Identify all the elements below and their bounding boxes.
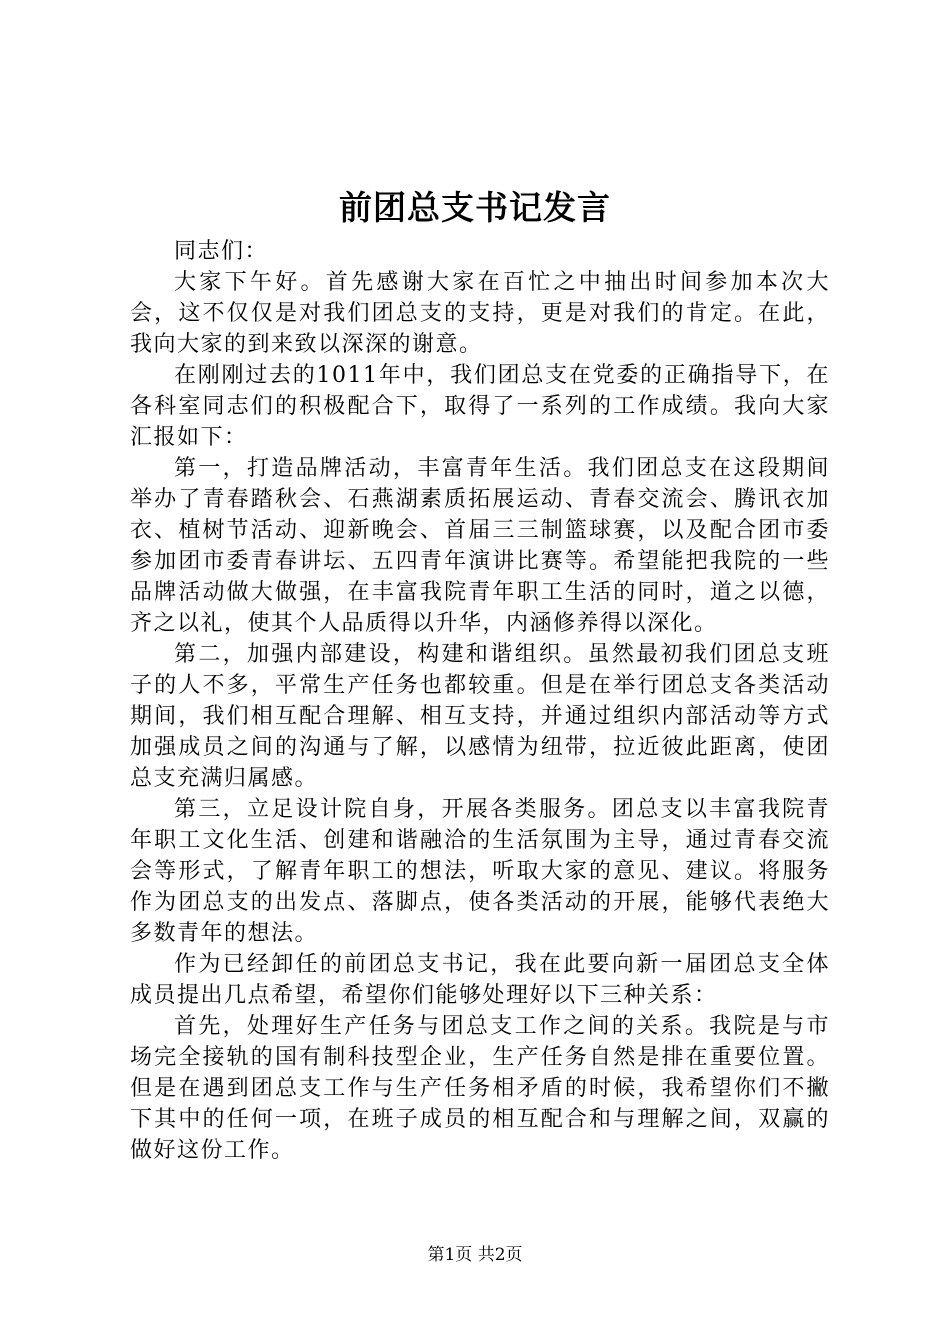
paragraph-hopes-intro: 作为已经卸任的前团总支书记，我在此要向新一届团总支全体成员提出几点希望，希望你们能够处理好以下三种关系： (130, 952, 830, 1008)
paragraph-second-point: 第二，加强内部建设，构建和谐组织。虽然最初我们团总支班子的人不多，平常生产任务也都较重。但是在举行团总支各类活动期间，我们相互配合理解、相互支持，并通过组织内部活动等方式加强成员之间的沟通与了解，以感情为纽带，拉近彼此距离，使团总支充满归属感。 (130, 642, 830, 791)
salutation: 同志们： (174, 239, 269, 264)
paragraph-greeting: 大家下午好。首先感谢大家在百忙之中抽出时间参加本次大会，这不仅仅是对我们团总支的支持，更是对我们的肯定。在此，我向大家的到来致以深深的谢意。 (130, 270, 830, 357)
document-body (130, 236, 830, 1166)
paragraph-first-relation: 首先，处理好生产任务与团总支工作之间的关系。我院是与市场完全接轨的国有制科技型企业，生产任务自然是排在重要位置。但是在遇到团总支工作与生产任务相矛盾的时候，我希望你们不撇下其中的任何一项，在班子成员的相互配合和与理解之间，双赢的做好这份工作。 (130, 1014, 830, 1163)
paragraph-first-point: 第一，打造品牌活动，丰富青年生活。我们团总支在这段期间举办了青春踏秋会、石燕湖素质拓展运动、青春交流会、腾讯衣加衣、植树节活动、迎新晚会、首届三三制篮球赛，以及配合团市委参加团市委青春讲坛、五四青年演讲比赛等。希望能把我院的一些品牌活动做大做强，在丰富我院青年职工生活的同时，道之以德，齐之以礼，使其个人品质得以升华，内涵修养得以深化。 (130, 456, 830, 636)
document-title: 前团总支书记发言 (339, 188, 611, 227)
paragraph-third-point: 第三，立足设计院自身，开展各类服务。团总支以丰富我院青年职工文化生活、创建和谐融洽的生活氛围为主导，通过青春交流会等形式，了解青年职工的想法，听取大家的意见、建议。将服务作为团总支的出发点、落脚点，使各类活动的开展，能够代表绝大多数青年的想法。 (130, 797, 830, 946)
paragraph-report-intro: 在刚刚过去的1011年中，我们团总支在党委的正确指导下，在各科室同志们的积极配合下，取得了一系列的工作成绩。我向大家汇报如下： (130, 363, 830, 450)
page-number-footer: 第1页 共2页 (427, 1245, 523, 1265)
